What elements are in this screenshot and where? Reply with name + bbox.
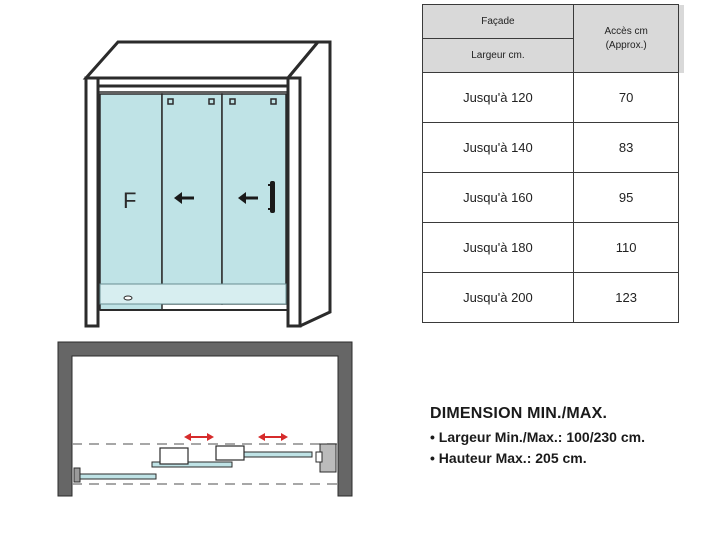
plan-roller-icon (160, 448, 188, 464)
shower-elevation-diagram (0, 0, 420, 330)
header-approx-label: (Approx.) (605, 39, 647, 51)
table-row (423, 73, 685, 123)
dimension-hauteur: • Hauteur Max.: 205 cm. (430, 450, 587, 466)
shower-tray (100, 284, 286, 304)
slide-double-arrow-icon (258, 433, 288, 441)
cell-acces: 123 (573, 273, 679, 323)
enclosure-right-post (288, 78, 300, 326)
cell-largeur: Jusqu'à 200 (423, 273, 574, 323)
enclosure-top (86, 42, 318, 78)
table-header-row (423, 5, 685, 39)
header-acces (573, 5, 679, 73)
door-handle-icon (270, 181, 275, 213)
cell-largeur: Jusqu'à 140 (423, 123, 574, 173)
left-profile (74, 468, 80, 482)
shower-plan-diagram (0, 330, 420, 540)
header-stub (679, 5, 684, 73)
table-row (423, 173, 685, 223)
plan-walls (58, 342, 352, 496)
cell-acces: 70 (573, 73, 679, 123)
dimension-title: DIMENSION MIN./MAX. (430, 405, 608, 422)
cell-acces: 95 (573, 173, 679, 223)
fixed-panel-label: F (123, 188, 137, 213)
slide-double-arrow-icon (184, 433, 214, 441)
header-acces-label: Accès cm (604, 25, 648, 37)
header-largeur: Largeur cm. (423, 39, 574, 73)
cell-largeur: Jusqu'à 180 (423, 223, 574, 273)
dimension-largeur: • Largeur Min./Max.: 100/230 cm. (430, 429, 645, 445)
plan-roller-icon (216, 446, 244, 460)
table-row (423, 223, 685, 273)
access-table (422, 4, 684, 323)
plan-fixed-panel (80, 474, 156, 479)
right-profile-inner (316, 452, 322, 462)
drain-icon (124, 296, 132, 300)
cell-acces: 110 (573, 223, 679, 273)
table-row (423, 273, 685, 323)
dimension-block (430, 405, 645, 471)
header-facade: Façade (423, 5, 574, 39)
enclosure-left-wall (86, 78, 98, 326)
cell-largeur: Jusqu'à 120 (423, 73, 574, 123)
table-row (423, 123, 685, 173)
cell-largeur: Jusqu'à 160 (423, 173, 574, 223)
cell-acces: 83 (573, 123, 679, 173)
